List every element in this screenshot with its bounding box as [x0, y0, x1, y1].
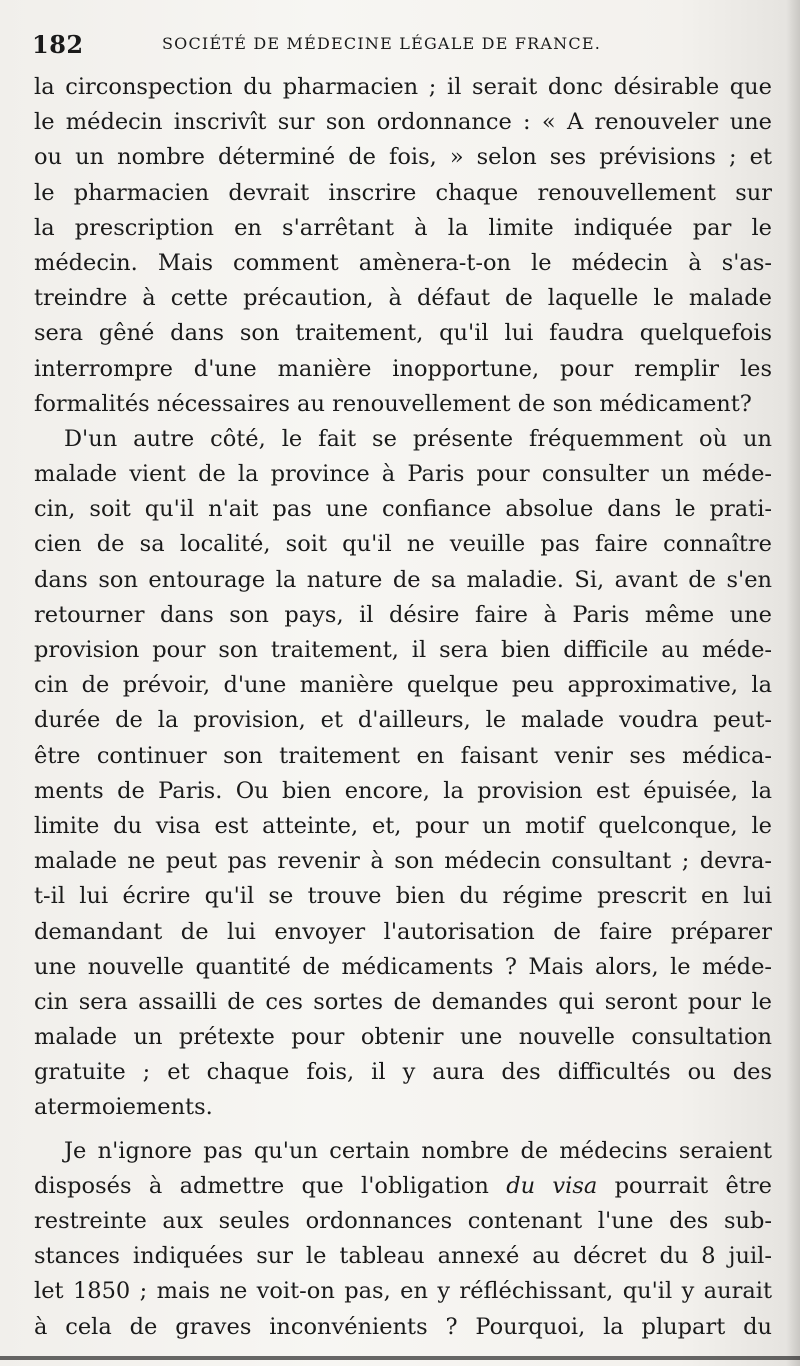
text-line: la circonspection du pharmacien ; il serait donc désirable que: [34, 74, 772, 100]
text-line: let 1850 ; mais ne voit-on pas, en y réfléchissant, qu'il y aurait: [34, 1278, 772, 1305]
text-line: dans son entourage la nature de sa maladie. Si, avant de s'en: [34, 566, 772, 593]
text-line: [34, 1169, 772, 1204]
page-number: 182: [32, 30, 84, 59]
text-line: ou un nombre déterminé de fois, » selon ses prévisions ; et: [34, 144, 772, 171]
paragraph-1: [34, 70, 772, 422]
text-line: cin de prévoir, d'une manière quelque peu approximative, la: [34, 672, 772, 699]
text-line: cien de sa localité, soit qu'il ne veuille pas faire connaître: [34, 531, 772, 558]
running-head: SOCIÉTÉ DE MÉDECINE LÉGALE DE FRANCE.: [162, 34, 601, 53]
text-line: sera gêné dans son traitement, qu'il lui faudra quelquefois: [34, 320, 772, 347]
text-line: interrompre d'une manière inopportune, pour remplir les: [34, 355, 772, 382]
text-line: durée de la provision, et d'ailleurs, le malade voudra peut-: [34, 707, 772, 734]
page-body: [34, 70, 772, 1345]
text-line: cin sera assailli de ces sortes de demandes qui seront pour le: [34, 988, 772, 1015]
text-line: provision pour son traitement, il sera bien difficile au méde-: [34, 637, 772, 663]
text-line: malade un prétexte pour obtenir une nouvelle consultation: [34, 1024, 772, 1051]
text-line: retourner dans son pays, il désire faire à Paris même une: [34, 601, 772, 628]
text-line: cin, soit qu'il n'ait pas une confiance absolue dans le prati-: [34, 496, 772, 523]
text-line: atermoiements.: [34, 1094, 213, 1121]
text-line: formalités nécessaires au renouvellement de son médicament?: [34, 390, 752, 417]
text-line: malade vient de la province à Paris pour consulter un méde-: [34, 461, 772, 488]
text-line: t-il lui écrire qu'il se trouve bien du régime prescrit en lui: [34, 883, 772, 910]
text-line: une nouvelle quantité de médicaments ? Mais alors, le méde-: [34, 953, 772, 980]
text-line: le médecin inscrivît sur son ordonnance : « A renouveler une: [34, 109, 772, 136]
text-line: le pharmacien devrait inscrire chaque renouvellement sur: [34, 179, 772, 206]
paragraph-3: [34, 1134, 772, 1345]
text-line: malade ne peut pas revenir à son médecin consultant ; devra-: [34, 848, 772, 875]
page-edge-shadow: [786, 0, 800, 1366]
text-line: à cela de graves inconvénients ? Pourquoi, la plupart du: [34, 1313, 772, 1340]
text-line: stances indiquées sur le tableau annexé au décret du 8 juil-: [34, 1243, 772, 1270]
text-line: être continuer son traitement en faisant venir ses médica-: [34, 742, 772, 769]
text-line: Je n'ignore pas qu'un certain nombre de médecins seraient: [64, 1137, 772, 1164]
text-line: ments de Paris. Ou bien encore, la provision est épuisée, la: [34, 777, 772, 804]
text-line: treindre à cette précaution, à défaut de laquelle le malade: [34, 285, 772, 312]
italic-phrase: du visa: [506, 1172, 598, 1199]
text-line: la prescription en s'arrêtant à la limite indiquée par le: [34, 214, 772, 241]
text-line: D'un autre côté, le fait se présente fréquemment où un: [64, 425, 772, 452]
text-line: limite du visa est atteinte, et, pour un motif quelconque, le: [34, 812, 772, 839]
text-segment: disposés à admettre que l'obligation: [34, 1172, 489, 1199]
text-line: gratuite ; et chaque fois, il y aura des difficultés ou des: [34, 1059, 772, 1086]
paragraph-2: [34, 422, 772, 1126]
text-segment: pourrait être: [614, 1172, 772, 1199]
bottom-scan-edge: [0, 1356, 800, 1360]
text-line: médecin. Mais comment amènera-t-on le médecin à s'as-: [34, 249, 772, 276]
page-header: [30, 28, 770, 62]
text-line: restreinte aux seules ordonnances contenant l'une des sub-: [34, 1208, 772, 1234]
text-line: demandant de lui envoyer l'autorisation de faire préparer: [34, 918, 772, 945]
